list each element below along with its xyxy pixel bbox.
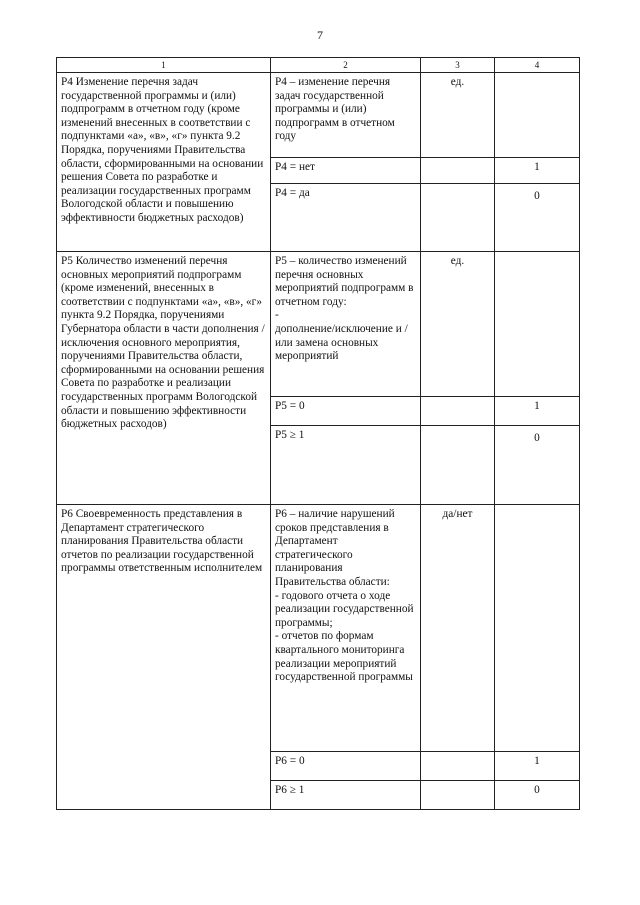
score-cell: 0 xyxy=(495,426,580,505)
table-row xyxy=(57,252,580,397)
column-header: 2 xyxy=(271,58,421,73)
score-cell: 1 xyxy=(495,158,580,184)
criteria-table xyxy=(56,57,580,810)
column-header: 3 xyxy=(421,58,495,73)
score-cell xyxy=(495,73,580,158)
unit-cell: ед. xyxy=(421,73,495,158)
unit-cell: ед. xyxy=(421,252,495,397)
definition-cell: Р6 – наличие нарушений сроков представления в Департамент стратегического планирования Правительства области: - годового отчета о ходе реализации государственной программы; - отчетов по формам квартального мониторинга реализации мероприятий государственной программы xyxy=(271,505,421,752)
condition-cell: Р6 = 0 xyxy=(271,751,421,780)
score-cell xyxy=(495,505,580,752)
definition-cell: Р4 – изменение перечня задач государственной программы и (или) подпрограмм в отчетном году xyxy=(271,73,421,158)
unit-cell xyxy=(421,426,495,505)
unit-cell xyxy=(421,184,495,252)
score-cell: 1 xyxy=(495,397,580,426)
criterion-cell: Р4 Изменение перечня задач государственной программы и (или) подпрограмм в отчетном году (кроме изменений внесенных в соответствии с подпунктами «а», «в», «г» пункта 9.2 Порядка, поручениями Правительства области, сформированными на основании решения Совета по разработке и реализации государственных программ Вологодской области и повышению эффективности бюджетных расходов) xyxy=(57,73,271,252)
table-header-row xyxy=(57,58,580,73)
score-cell xyxy=(495,252,580,397)
page-number: 7 xyxy=(317,28,323,42)
table-row xyxy=(57,73,580,158)
score-cell: 0 xyxy=(495,780,580,809)
unit-cell xyxy=(421,158,495,184)
score-cell: 1 xyxy=(495,751,580,780)
condition-cell: Р5 = 0 xyxy=(271,397,421,426)
unit-cell xyxy=(421,397,495,426)
criterion-cell: Р5 Количество изменений перечня основных мероприятий подпрограмм (кроме изменений, внесенных в соответствии с подпунктами «а», «в», «г» пункта 9.2 Порядка, поручениями Губернатора области в части дополнения / исключения основного мероприятия, поручениями Правительства области, сформированными на основании решения Совета по разработке и реализации государственных программ Вологодской области и повышению эффективности бюджетных расходов) xyxy=(57,252,271,505)
unit-cell: да/нет xyxy=(421,505,495,752)
condition-cell: Р4 = да xyxy=(271,184,421,252)
column-header: 4 xyxy=(495,58,580,73)
column-header: 1 xyxy=(57,58,271,73)
condition-cell: Р5 ≥ 1 xyxy=(271,426,421,505)
criterion-cell: Р6 Своевременность представления в Департамент стратегического планирования Правительства области отчетов по реализации государственной программы ответственным исполнителем xyxy=(57,505,271,810)
table-row xyxy=(57,505,580,752)
condition-cell: Р6 ≥ 1 xyxy=(271,780,421,809)
unit-cell xyxy=(421,751,495,780)
condition-cell: Р4 = нет xyxy=(271,158,421,184)
unit-cell xyxy=(421,780,495,809)
score-cell: 0 xyxy=(495,184,580,252)
definition-cell: Р5 – количество изменений перечня основных мероприятий подпрограмм в отчетном году: - дополнение/исключение и / или замена основных мероприятий xyxy=(271,252,421,397)
